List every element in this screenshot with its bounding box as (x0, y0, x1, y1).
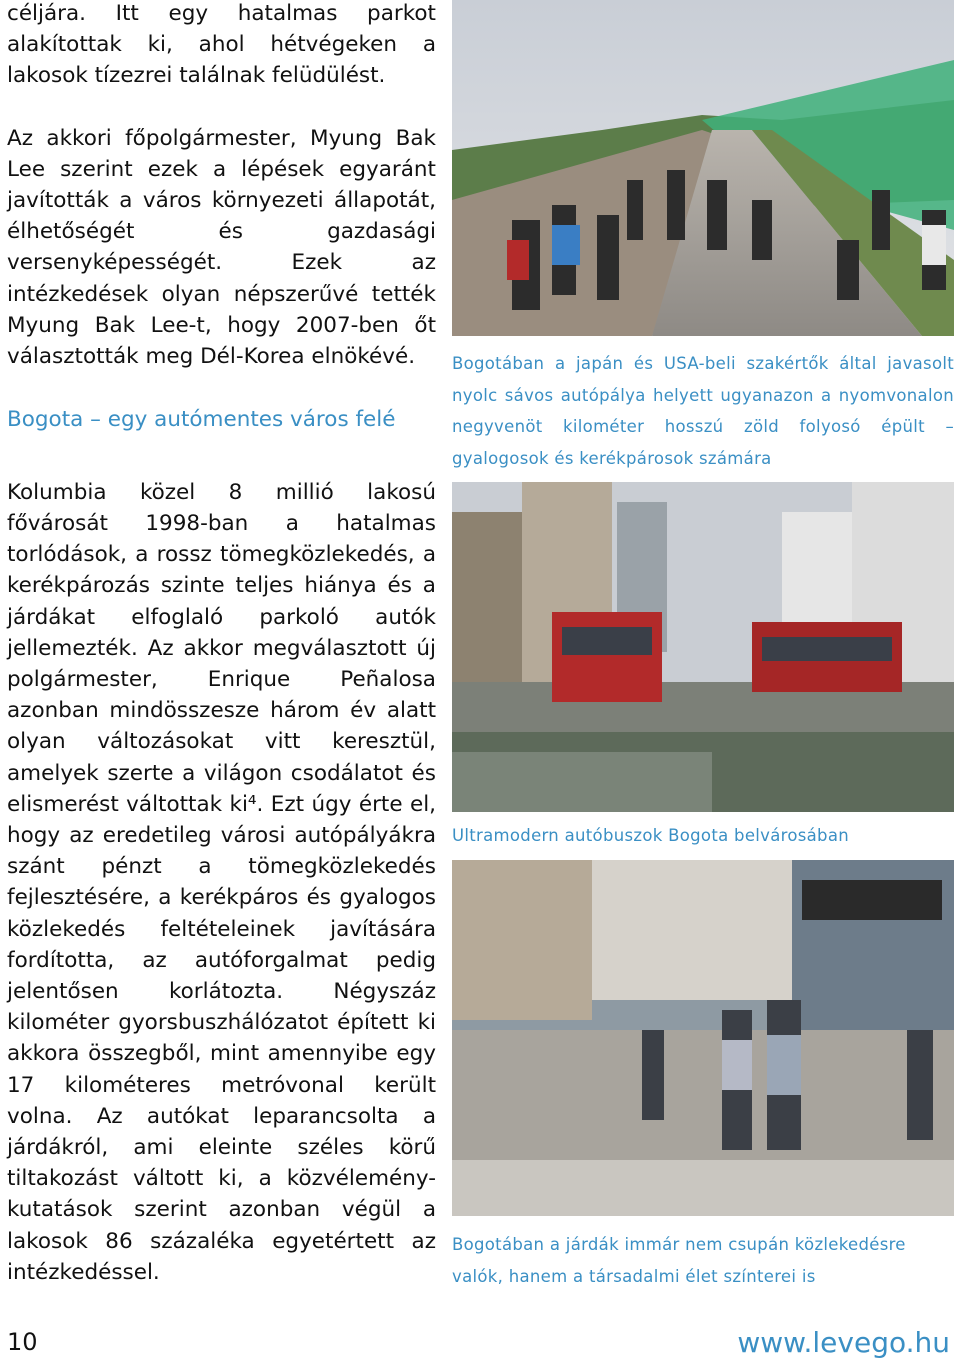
section-heading: Bogota – egy autómentes város felé (7, 407, 396, 433)
photo-sidewalk (452, 860, 954, 1216)
paragraph-mayor: Az akkori főpolgármester, Myung Bak Lee szerint ezek a lépések egyaránt javították a város környezeti állapotát, élhetőségét és gazdasági versenyképességét. Ezek az intézkedések olyan népszerűvé tették Myung Bak Lee-t, hogy 2007-ben őt választották meg Dél-Korea elnökévé. (7, 125, 436, 370)
photo-green-corridor (452, 0, 954, 336)
main-text-column (7, 0, 436, 1288)
caption-photo-1: Bogotában a japán és USA-beli szakértők által javasolt nyolc sávos autópálya helyett ugyanazon a nyomvonalon negyvenöt kilométer hosszú zöld folyosó épült – gyalogosok és kerékpárosok számára (452, 354, 954, 468)
photo-buses (452, 482, 954, 812)
caption-photo-2: Ultramodern autóbuszok Bogota belvárosában (452, 826, 849, 845)
website-link[interactable]: www.levego.hu (737, 1326, 950, 1359)
caption-photo-3: Bogotában a járdák immár nem csupán közlekedésre valók, hanem a társadalmi élet színterei is (452, 1235, 906, 1286)
paragraph-bogota: Kolumbia közel 8 millió lakosú fővárosát 1998-ban a hatalmas torlódások, a rossz tömegközlekedés, a kerékpározás szinte teljes hiánya és a járdákat elfoglaló parkoló autók jellemezték. Az akkor megválasztott új polgármester, Enrique Peñalosa azonban mindösszesze három év alatt olyan változásokat vitt keresztül, amelyek szerte a világon csodálatot és elismerést váltottak ki⁴. Ezt úgy érte el, hogy az eredetileg városi autópályákra szánt pénzt a tömegközlekedés fejlesztésére, a kerékpáros és gyalogos közlekedés feltételeinek javítására fordította, az autóforgalmat pedig jelentősen korlátozta. Négyszáz kilométer gyorsbuszhálózatot épített ki akkora összegből, mint amennyibe egy 17 kilométeres metróvonal került volna. Az autókat leparancsolta a járdákról, ami eleinte széles körű tiltakozást váltott ki, a közvélemény-kutatások szerint azonban végül a lakosok 86 százaléka egyetértett az intézkedéssel. (7, 479, 436, 1285)
paragraph-park: céljára. Itt egy hatalmas parkot alakítottak ki, ahol hétvégeken a lakosok tízezrei találnak felüdülést. (7, 1, 436, 89)
page-number: 10 (7, 1328, 38, 1356)
